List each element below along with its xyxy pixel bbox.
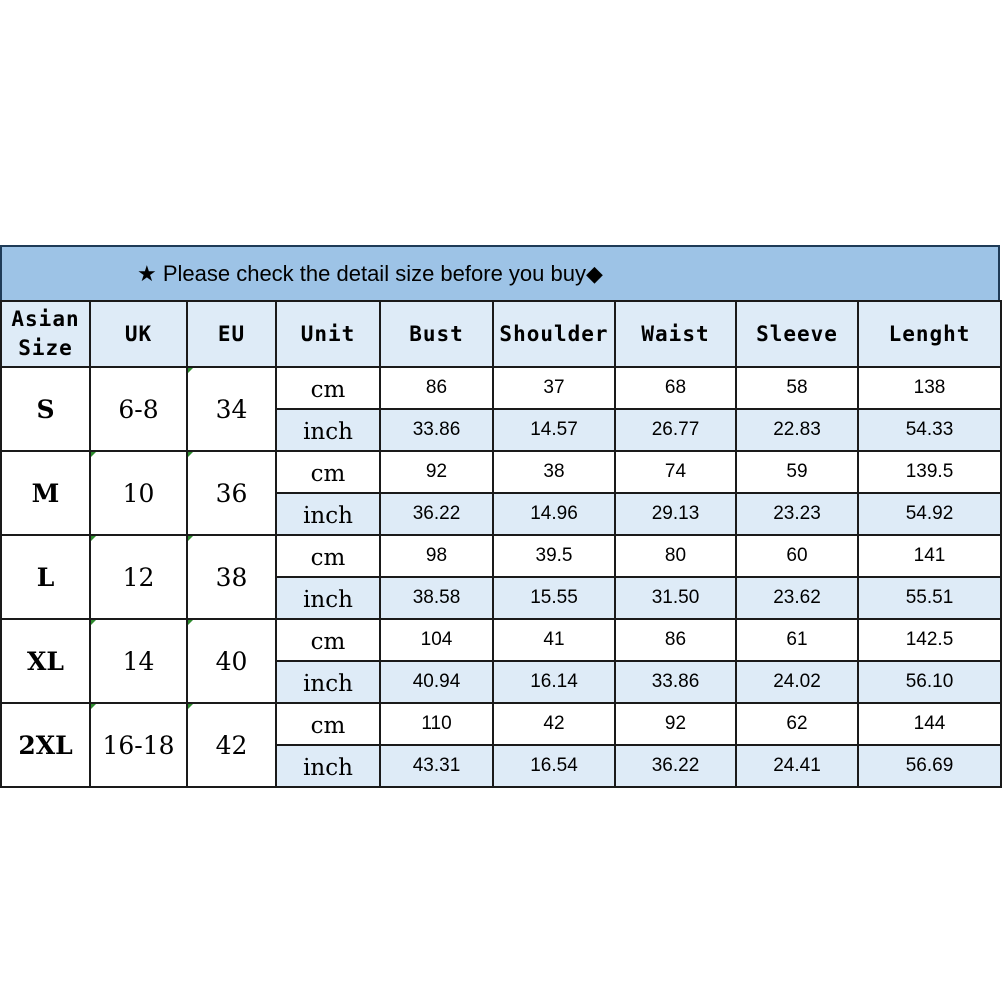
waist-cm-cell: 80 (615, 535, 736, 577)
bust-inch-cell: 40.94 (380, 661, 493, 703)
shoulder-cm-cell: 38 (493, 451, 615, 493)
waist-cm-cell: 92 (615, 703, 736, 745)
bust-inch-cell: 33.86 (380, 409, 493, 451)
sleeve-cm-cell: 62 (736, 703, 858, 745)
header-shoulder: Shoulder (493, 301, 615, 367)
unit-cell-inch: inch (276, 745, 380, 787)
header-bust: Bust (380, 301, 493, 367)
length-inch-cell: 54.33 (858, 409, 1001, 451)
unit-cell-cm: cm (276, 367, 380, 409)
table-row (1, 535, 1001, 577)
length-inch-cell: 56.69 (858, 745, 1001, 787)
waist-inch-cell: 31.50 (615, 577, 736, 619)
header-asian-size: Asian Size (1, 301, 90, 367)
uk-size-cell: 10 (90, 451, 187, 535)
uk-size-cell: 14 (90, 619, 187, 703)
bust-cm-cell: 104 (380, 619, 493, 661)
header-waist: Waist (615, 301, 736, 367)
length-inch-cell: 54.92 (858, 493, 1001, 535)
waist-inch-cell: 36.22 (615, 745, 736, 787)
shoulder-cm-cell: 41 (493, 619, 615, 661)
shoulder-cm-cell: 39.5 (493, 535, 615, 577)
unit-cell-cm: cm (276, 619, 380, 661)
waist-inch-cell: 33.86 (615, 661, 736, 703)
length-inch-cell: 55.51 (858, 577, 1001, 619)
bust-cm-cell: 92 (380, 451, 493, 493)
length-cm-cell: 141 (858, 535, 1001, 577)
unit-cell-cm: cm (276, 703, 380, 745)
header-unit: Unit (276, 301, 380, 367)
waist-cm-cell: 86 (615, 619, 736, 661)
sleeve-cm-cell: 58 (736, 367, 858, 409)
size-table (0, 300, 1002, 788)
eu-size-cell: 38 (187, 535, 276, 619)
eu-size-cell: 42 (187, 703, 276, 787)
waist-inch-cell: 29.13 (615, 493, 736, 535)
unit-cell-cm: cm (276, 535, 380, 577)
size-chart-banner: ★ Please check the detail size before you buy◆ (0, 245, 1000, 300)
header-eu: EU (187, 301, 276, 367)
shoulder-inch-cell: 16.14 (493, 661, 615, 703)
eu-size-cell: 36 (187, 451, 276, 535)
shoulder-inch-cell: 14.96 (493, 493, 615, 535)
waist-inch-cell: 26.77 (615, 409, 736, 451)
sleeve-inch-cell: 23.62 (736, 577, 858, 619)
table-row (1, 619, 1001, 661)
uk-size-cell: 12 (90, 535, 187, 619)
bust-inch-cell: 43.31 (380, 745, 493, 787)
unit-cell-inch: inch (276, 661, 380, 703)
table-row (1, 451, 1001, 493)
length-cm-cell: 142.5 (858, 619, 1001, 661)
unit-cell-inch: inch (276, 577, 380, 619)
header-uk: UK (90, 301, 187, 367)
uk-size-cell: 6-8 (90, 367, 187, 451)
sleeve-cm-cell: 59 (736, 451, 858, 493)
asian-size-cell: M (1, 451, 90, 535)
length-cm-cell: 139.5 (858, 451, 1001, 493)
table-row (1, 703, 1001, 745)
shoulder-cm-cell: 37 (493, 367, 615, 409)
unit-cell-cm: cm (276, 451, 380, 493)
unit-cell-inch: inch (276, 493, 380, 535)
waist-cm-cell: 74 (615, 451, 736, 493)
length-inch-cell: 56.10 (858, 661, 1001, 703)
size-table-body (1, 367, 1001, 787)
header-sleeve: Sleeve (736, 301, 858, 367)
length-cm-cell: 144 (858, 703, 1001, 745)
table-row (1, 367, 1001, 409)
shoulder-inch-cell: 16.54 (493, 745, 615, 787)
shoulder-cm-cell: 42 (493, 703, 615, 745)
sleeve-cm-cell: 60 (736, 535, 858, 577)
unit-cell-inch: inch (276, 409, 380, 451)
sleeve-inch-cell: 22.83 (736, 409, 858, 451)
eu-size-cell: 34 (187, 367, 276, 451)
sleeve-inch-cell: 23.23 (736, 493, 858, 535)
size-chart (0, 245, 1000, 788)
bust-cm-cell: 86 (380, 367, 493, 409)
asian-size-cell: XL (1, 619, 90, 703)
shoulder-inch-cell: 15.55 (493, 577, 615, 619)
asian-size-cell: S (1, 367, 90, 451)
shoulder-inch-cell: 14.57 (493, 409, 615, 451)
bust-inch-cell: 38.58 (380, 577, 493, 619)
header-length: Lenght (858, 301, 1001, 367)
sleeve-inch-cell: 24.02 (736, 661, 858, 703)
uk-size-cell: 16-18 (90, 703, 187, 787)
header-row (1, 301, 1001, 367)
eu-size-cell: 40 (187, 619, 276, 703)
asian-size-cell: L (1, 535, 90, 619)
waist-cm-cell: 68 (615, 367, 736, 409)
length-cm-cell: 138 (858, 367, 1001, 409)
bust-inch-cell: 36.22 (380, 493, 493, 535)
sleeve-cm-cell: 61 (736, 619, 858, 661)
bust-cm-cell: 98 (380, 535, 493, 577)
sleeve-inch-cell: 24.41 (736, 745, 858, 787)
bust-cm-cell: 110 (380, 703, 493, 745)
asian-size-cell: 2XL (1, 703, 90, 787)
